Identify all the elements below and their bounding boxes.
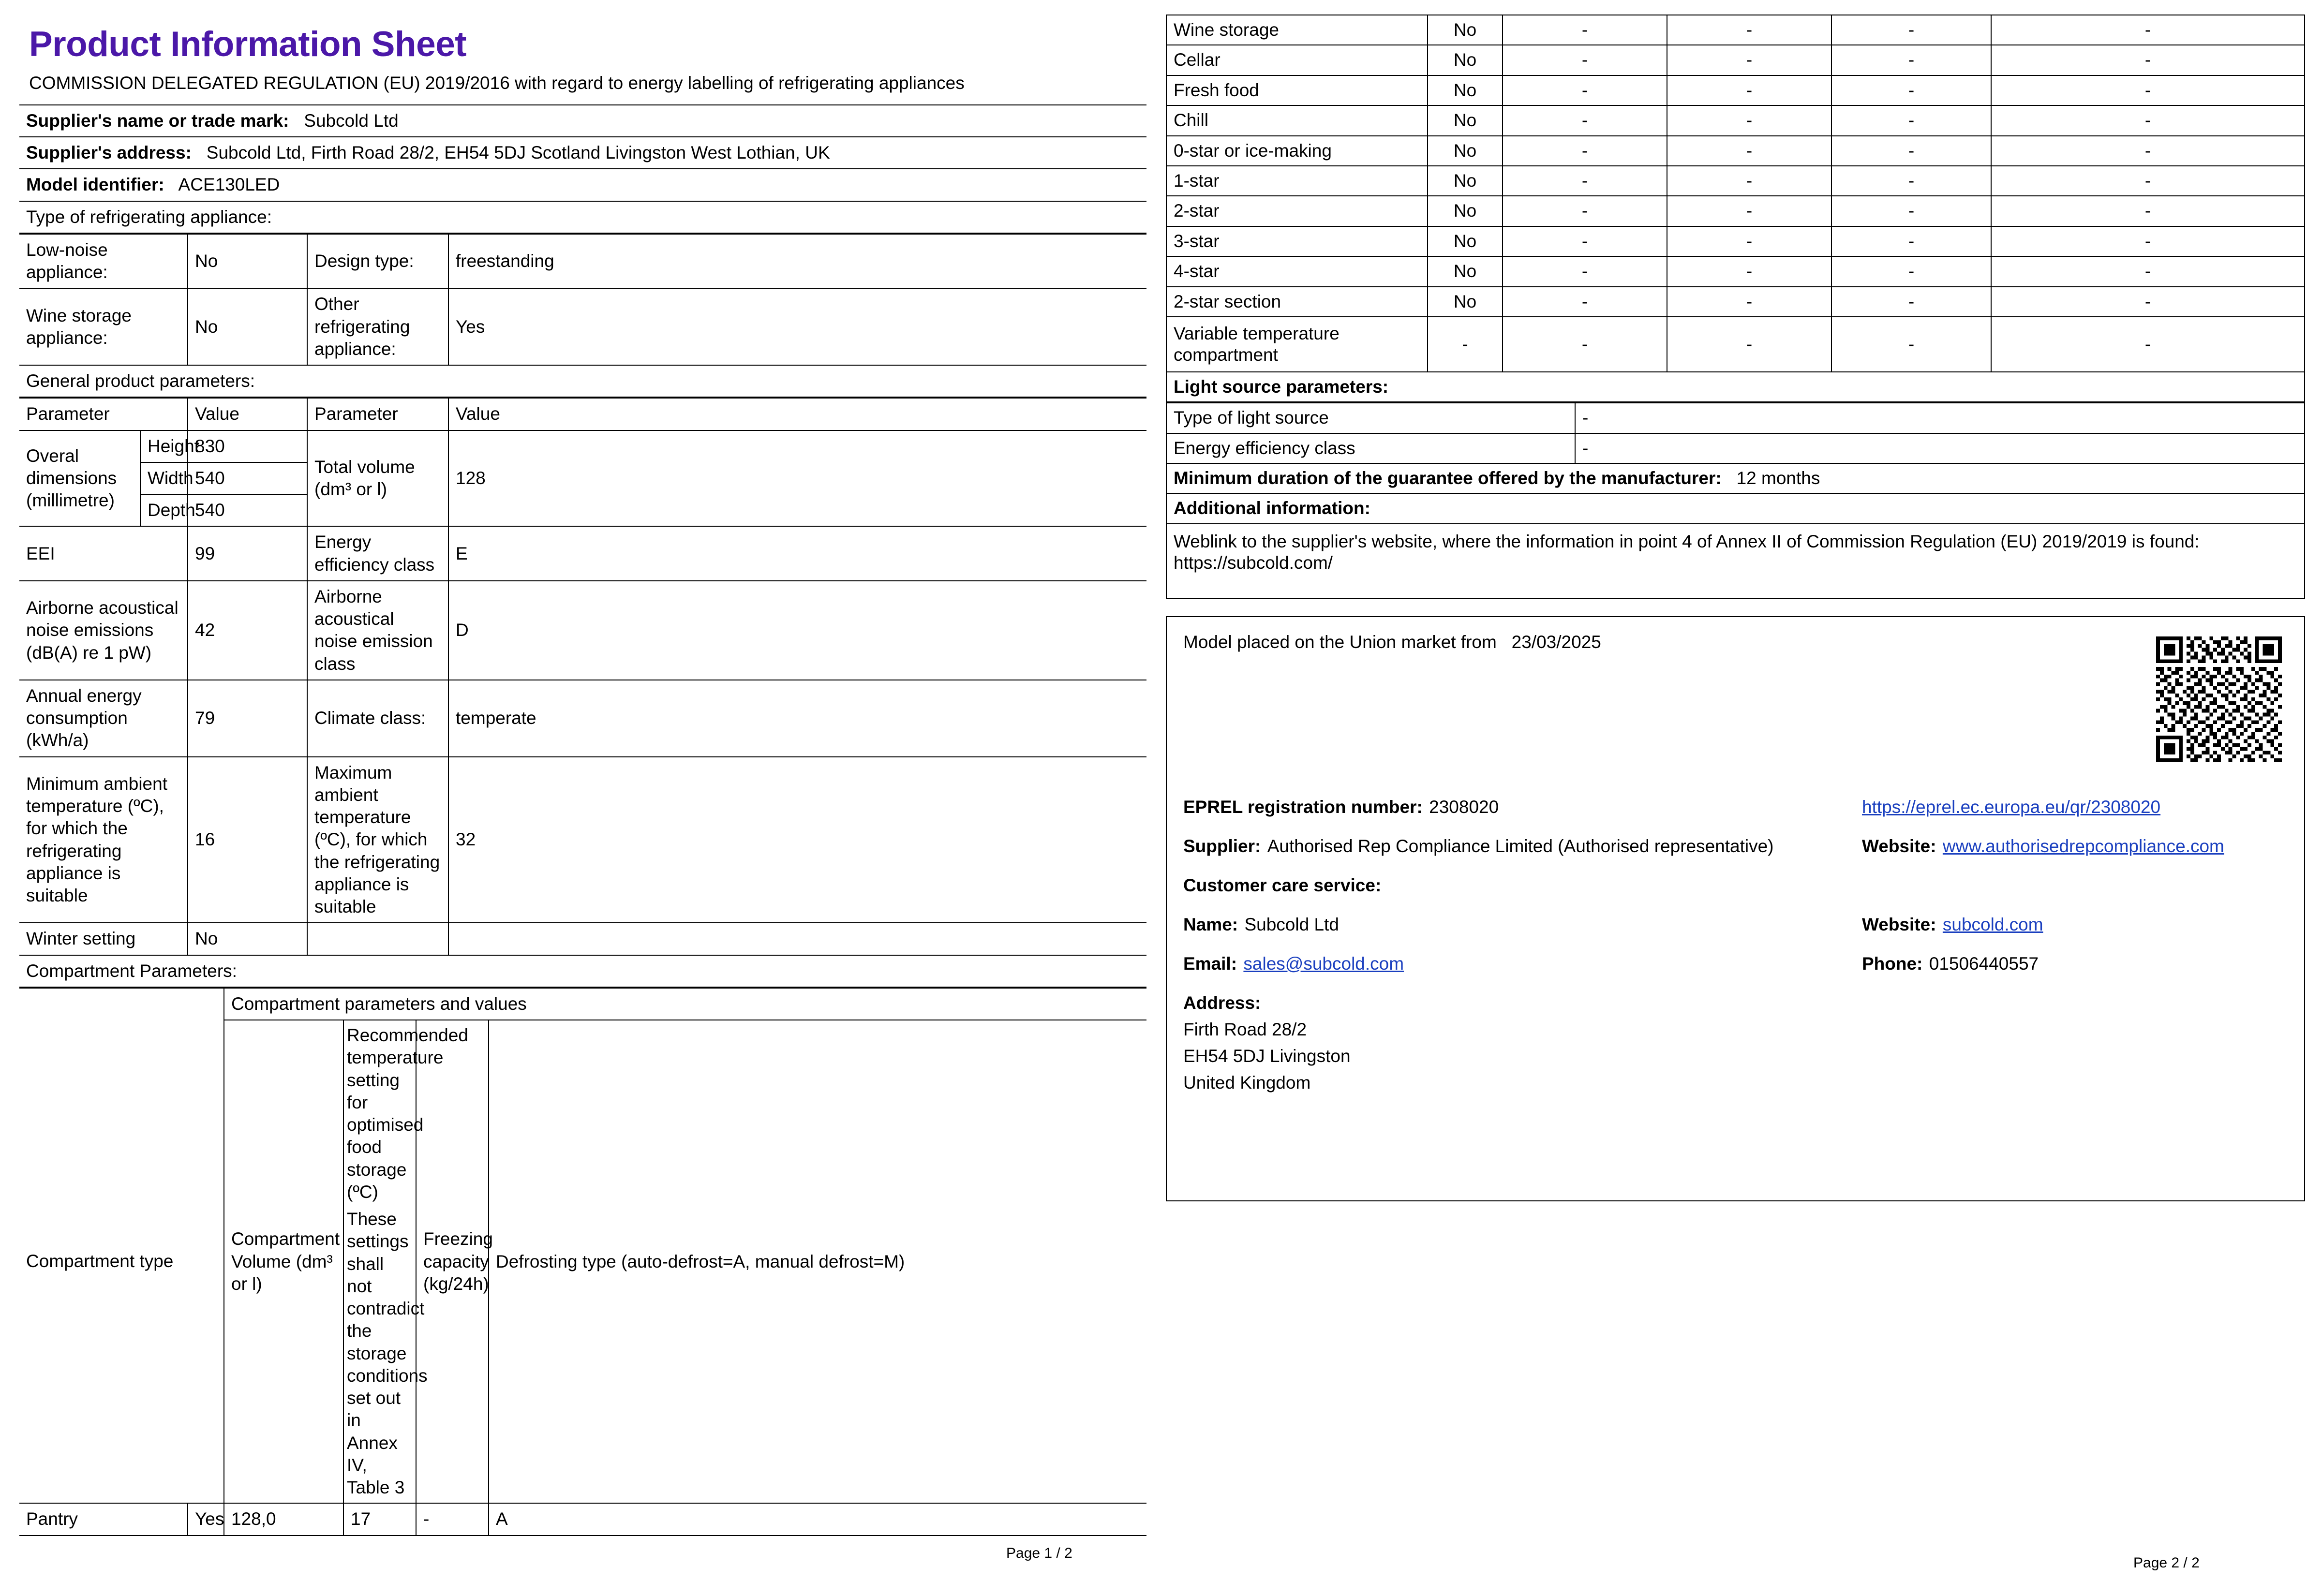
annual-energy-label: Annual energy consumption (kWh/a) <box>19 680 188 757</box>
supplier-address-label: Supplier's address: <box>26 143 192 163</box>
compartment-defrost-0-star: - <box>1991 136 2305 166</box>
noise-class-label: Airborne acoustical noise emission class <box>307 581 448 680</box>
light-source-class-value: - <box>1575 433 2305 463</box>
table-row <box>19 234 1146 289</box>
supplier-name-cell <box>19 105 1146 137</box>
noise-class-value: D <box>448 581 1146 680</box>
compartment-temp-pantry: 17 <box>343 1503 416 1535</box>
col-defrosting-type: Defrosting type (auto-defrost=A, manual defrost=M) <box>489 1020 1146 1503</box>
table-row <box>19 137 1146 169</box>
winter-setting-value2 <box>448 923 1146 955</box>
table-row <box>19 923 1146 955</box>
care-email-label: Email: <box>1183 954 1237 974</box>
compartment-present-pantry: Yes <box>188 1503 224 1535</box>
compartment-volume-3-star: - <box>1503 226 1667 256</box>
compartment-volume-wine-storage: - <box>1503 15 1667 45</box>
light-source-type-value: - <box>1575 403 2305 433</box>
care-website-label: Website: <box>1862 915 1936 935</box>
col-header-parameter-1: Parameter <box>19 398 188 430</box>
care-name-label: Name: <box>1183 915 1238 935</box>
col-compartment-volume: Compartment Volume (dm³ or l) <box>224 1020 343 1503</box>
compartment-empty-corner <box>19 988 224 1020</box>
page-title: Product Information Sheet <box>29 25 467 64</box>
market-placed-date: 23/03/2025 <box>1511 632 1601 652</box>
compartment-present-1-star: No <box>1428 166 1503 196</box>
compartment-volume-2-star-section: - <box>1503 287 1667 317</box>
supplier-name-label: Supplier's name or trade mark: <box>26 110 289 131</box>
general-parameters-table <box>19 398 1146 988</box>
eei-value: 99 <box>188 526 307 581</box>
compartment-temp-0-star: - <box>1667 136 1831 166</box>
col-freezing-capacity: Freezing capacity (kg/24h) <box>416 1020 489 1503</box>
supplier-rep-value: Authorised Rep Compliance Limited (Authorised representative) <box>1267 836 1774 856</box>
care-address-line1: Firth Road 28/2 <box>1183 1020 1307 1040</box>
weblink-cell <box>1166 524 2305 598</box>
customer-care-header: Customer care service: <box>1183 875 1382 895</box>
compartment-parameters-header: Compartment Parameters: <box>19 955 1146 987</box>
eprel-label: EPREL registration number: <box>1183 797 1423 817</box>
care-name <box>1183 912 1802 937</box>
compartment-defrost-pantry: A <box>489 1503 1146 1535</box>
model-identifier-value: ACE130LED <box>178 175 280 195</box>
compartment-freezing-2-star-section: - <box>1831 287 1991 317</box>
col-recommended-temperature-part1: Recommended temperature setting for optimised food storage (ºC) <box>347 1025 468 1202</box>
table-row <box>19 169 1146 201</box>
model-identifier-cell <box>19 169 1146 201</box>
wine-storage-appliance-label: Wine storage appliance: <box>19 288 188 365</box>
supplier-website-link[interactable]: www.authorisedrepcompliance.com <box>1942 836 2224 856</box>
dimension-height-value: 830 <box>188 430 307 462</box>
supplier-address-value: Subcold Ltd, Firth Road 28/2, EH54 5DJ Scotland Livingston West Lothian, UK <box>206 143 830 163</box>
table-row <box>19 526 1146 581</box>
table-row <box>19 680 1146 757</box>
supplier-table <box>19 104 1146 234</box>
other-refrigerating-appliance-label: Other refrigerating appliance: <box>307 288 448 365</box>
supplier-address-cell <box>19 137 1146 169</box>
compartment-present-wine-storage: No <box>1428 15 1503 45</box>
compartment-type-1-star: 1-star <box>1166 166 1428 196</box>
table-row <box>1166 524 2305 598</box>
care-website-link[interactable]: subcold.com <box>1942 915 2043 935</box>
eei-label: EEI <box>19 526 188 581</box>
compartment-volume-2-star: - <box>1503 196 1667 226</box>
eprel-registration <box>1183 795 1802 819</box>
additional-information-header: Additional information: <box>1166 493 2305 523</box>
compartment-present-cellar: No <box>1428 45 1503 75</box>
supplier-website <box>1862 834 2288 858</box>
table-row <box>1166 75 2305 105</box>
guarantee-label: Minimum duration of the guarantee offered by the manufacturer: <box>1174 468 1722 488</box>
compartment-type-pantry: Pantry <box>19 1503 188 1535</box>
energy-efficiency-class-value: E <box>448 526 1146 581</box>
table-row <box>1166 15 2305 45</box>
table-row <box>1166 287 2305 317</box>
design-type-value: freestanding <box>448 234 1146 289</box>
right-column <box>1166 15 2305 1201</box>
market-info-box <box>1166 616 2305 1201</box>
compartment-freezing-cellar: - <box>1831 45 1991 75</box>
table-row <box>1166 463 2305 493</box>
compartment-volume-cellar: - <box>1503 45 1667 75</box>
table-row <box>1166 493 2305 523</box>
compartment-defrost-2-star-section: - <box>1991 287 2305 317</box>
compartment-present-2-star-section: No <box>1428 287 1503 317</box>
compartment-freezing-2-star: - <box>1831 196 1991 226</box>
compartment-volume-pantry: 128,0 <box>224 1503 343 1535</box>
table-row <box>19 105 1146 137</box>
total-volume-label: Total volume (dm³ or l) <box>307 430 448 527</box>
table-row <box>1166 136 2305 166</box>
climate-class-label: Climate class: <box>307 680 448 757</box>
max-ambient-temp-value: 32 <box>448 757 1146 923</box>
compartment-volume-1-star: - <box>1503 166 1667 196</box>
compartment-freezing-pantry: - <box>416 1503 489 1535</box>
table-row <box>1166 105 2305 135</box>
guarantee-cell <box>1166 463 2305 493</box>
compartment-type-3-star: 3-star <box>1166 226 1428 256</box>
dimension-depth-label: Depth <box>140 494 188 526</box>
climate-class-value: temperate <box>448 680 1146 757</box>
compartment-defrost-cellar: - <box>1991 45 2305 75</box>
light-source-header: Light source parameters: <box>1166 372 2305 402</box>
supplier-row <box>1183 834 2288 858</box>
col-header-parameter-2: Parameter <box>307 398 448 430</box>
qr-code-icon <box>2156 636 2282 762</box>
compartment-volume-chill: - <box>1503 105 1667 135</box>
compartment-temp-2-star-section: - <box>1667 287 1831 317</box>
compartment-type-wine-storage: Wine storage <box>1166 15 1428 45</box>
compartment-type-4-star: 4-star <box>1166 256 1428 286</box>
table-row <box>19 1020 1146 1503</box>
page-number-left: Page 1 / 2 <box>1006 1545 1072 1561</box>
compartment-present-0-star: No <box>1428 136 1503 166</box>
energy-efficiency-class-label: Energy efficiency class <box>307 526 448 581</box>
compartment-volume-0-star: - <box>1503 136 1667 166</box>
compartment-table-continued <box>1166 15 2305 402</box>
care-address-line3: United Kingdom <box>1183 1073 1311 1093</box>
eprel-link[interactable]: https://eprel.ec.europa.eu/qr/2308020 <box>1862 797 2161 817</box>
wine-storage-appliance-value: No <box>188 288 307 365</box>
compartment-type-variable-temperature: Variable temperature compartment <box>1166 317 1428 372</box>
care-name-value: Subcold Ltd <box>1244 915 1339 935</box>
light-source-type-label: Type of light source <box>1166 403 1575 433</box>
compartment-defrost-wine-storage: - <box>1991 15 2305 45</box>
compartment-present-2-star: No <box>1428 196 1503 226</box>
table-row <box>19 288 1146 365</box>
col-header-value-1: Value <box>188 398 307 430</box>
compartment-temp-wine-storage: - <box>1667 15 1831 45</box>
care-website <box>1862 912 2288 937</box>
appliance-type-header: Type of refrigerating appliance: <box>19 201 1146 233</box>
compartment-present-3-star: No <box>1428 226 1503 256</box>
table-row <box>1166 372 2305 402</box>
table-row <box>19 988 1146 1020</box>
dimension-width-value: 540 <box>188 462 307 494</box>
page-number-right: Page 2 / 2 <box>2133 1555 2200 1571</box>
table-row <box>1166 433 2305 463</box>
compartment-type-fresh-food: Fresh food <box>1166 75 1428 105</box>
compartment-group-header: Compartment parameters and values <box>224 988 1146 1020</box>
compartment-freezing-3-star: - <box>1831 226 1991 256</box>
compartment-table <box>19 988 1146 1536</box>
table-row <box>19 757 1146 923</box>
light-source-class-label: Energy efficiency class <box>1166 433 1575 463</box>
col-compartment-type: Compartment type <box>19 1020 224 1503</box>
left-column <box>19 15 1146 1536</box>
table-row <box>1166 256 2305 286</box>
page-subtitle: COMMISSION DELEGATED REGULATION (EU) 2019/2016 with regard to energy labelling of refrigerating appliances <box>29 73 965 93</box>
care-phone <box>1862 951 2288 976</box>
compartment-temp-chill: - <box>1667 105 1831 135</box>
compartment-volume-fresh-food: - <box>1503 75 1667 105</box>
table-row <box>19 581 1146 680</box>
compartment-temp-variable-temperature: - <box>1667 317 1831 372</box>
winter-setting-value: No <box>188 923 307 955</box>
compartment-freezing-fresh-food: - <box>1831 75 1991 105</box>
compartment-freezing-chill: - <box>1831 105 1991 135</box>
compartment-temp-1-star: - <box>1667 166 1831 196</box>
winter-setting-label2 <box>307 923 448 955</box>
table-row <box>1166 45 2305 75</box>
compartment-defrost-variable-temperature: - <box>1991 317 2305 372</box>
compartment-freezing-4-star: - <box>1831 256 1991 286</box>
low-noise-value: No <box>188 234 307 289</box>
model-identifier-label: Model identifier: <box>26 175 164 195</box>
compartment-defrost-3-star: - <box>1991 226 2305 256</box>
market-placed-line <box>1183 630 2288 654</box>
compartment-defrost-4-star: - <box>1991 256 2305 286</box>
compartment-freezing-1-star: - <box>1831 166 1991 196</box>
table-row <box>19 201 1146 233</box>
compartment-volume-4-star: - <box>1503 256 1667 286</box>
care-address-line2: EH54 5DJ Livingston <box>1183 1046 1351 1066</box>
annual-energy-value: 79 <box>188 680 307 757</box>
compartment-temp-4-star: - <box>1667 256 1831 286</box>
care-email <box>1183 951 1802 976</box>
table-row <box>19 398 1146 430</box>
care-email-link[interactable]: sales@subcold.com <box>1243 954 1404 974</box>
compartment-type-chill: Chill <box>1166 105 1428 135</box>
compartment-defrost-1-star: - <box>1991 166 2305 196</box>
market-placed-label: Model placed on the Union market from <box>1183 632 1497 652</box>
table-row <box>1166 166 2305 196</box>
dimension-height-label: Height <box>140 430 188 462</box>
supplier-rep <box>1183 834 1802 858</box>
compartment-present-fresh-food: No <box>1428 75 1503 105</box>
compartment-temp-3-star: - <box>1667 226 1831 256</box>
max-ambient-temp-label: Maximum ambient temperature (ºC), for which the refrigerating appliance is suitable <box>307 757 448 923</box>
table-row <box>1166 403 2305 433</box>
compartment-volume-variable-temperature: - <box>1503 317 1667 372</box>
compartment-type-2-star: 2-star <box>1166 196 1428 226</box>
noise-emissions-label: Airborne acoustical noise emissions (dB(A) re 1 pW) <box>19 581 188 680</box>
compartment-freezing-0-star: - <box>1831 136 1991 166</box>
compartment-present-chill: No <box>1428 105 1503 135</box>
care-contact-row <box>1183 951 2288 976</box>
supplier-rep-label: Supplier: <box>1183 836 1261 856</box>
dimension-width-label: Width <box>140 462 188 494</box>
col-header-value-2: Value <box>448 398 1146 430</box>
overall-dimensions-label: Overal dimensions (millimetre) <box>19 430 140 527</box>
table-row <box>1166 196 2305 226</box>
design-type-label: Design type: <box>307 234 448 289</box>
compartment-type-cellar: Cellar <box>1166 45 1428 75</box>
table-row <box>19 1503 1146 1535</box>
appliance-type-table <box>19 234 1146 398</box>
care-phone-label: Phone: <box>1862 954 1923 974</box>
care-address-label: Address: <box>1183 993 1261 1013</box>
compartment-freezing-variable-temperature: - <box>1831 317 1991 372</box>
col-recommended-temperature-part2: These settings shall not contradict the storage conditions set out in Annex IV, Table 3 <box>347 1209 428 1498</box>
noise-emissions-value: 42 <box>188 581 307 680</box>
dimension-depth-value: 540 <box>188 494 307 526</box>
light-source-table <box>1166 402 2305 599</box>
care-phone-value: 01506440557 <box>1929 954 2039 974</box>
compartment-present-4-star: No <box>1428 256 1503 286</box>
table-row <box>1166 226 2305 256</box>
compartment-present-variable-temperature: - <box>1428 317 1503 372</box>
table-row <box>19 430 1146 462</box>
compartment-freezing-wine-storage: - <box>1831 15 1991 45</box>
weblink-url: https://subcold.com/ <box>1174 553 1333 573</box>
care-name-row <box>1183 912 2288 937</box>
low-noise-label: Low-noise appliance: <box>19 234 188 289</box>
eprel-value: 2308020 <box>1429 797 1499 817</box>
compartment-temp-cellar: - <box>1667 45 1831 75</box>
general-parameters-header: General product parameters: <box>19 365 1146 397</box>
total-volume-value: 128 <box>448 430 1146 527</box>
winter-setting-label: Winter setting <box>19 923 188 955</box>
other-refrigerating-appliance-value: Yes <box>448 288 1146 365</box>
min-ambient-temp-label: Minimum ambient temperature (ºC), for which the refrigerating appliance is suitable <box>19 757 188 923</box>
compartment-type-2-star-section: 2-star section <box>1166 287 1428 317</box>
weblink-text: Weblink to the supplier's website, where the information in point 4 of Annex II of Commission Regulation (EU) 2019/2019 is found: <box>1174 531 2200 551</box>
compartment-temp-fresh-food: - <box>1667 75 1831 105</box>
supplier-name-value: Subcold Ltd <box>304 110 399 131</box>
compartment-defrost-fresh-food: - <box>1991 75 2305 105</box>
table-row <box>19 955 1146 987</box>
guarantee-value: 12 months <box>1736 468 1820 488</box>
min-ambient-temp-value: 16 <box>188 757 307 923</box>
supplier-website-label: Website: <box>1862 836 1936 856</box>
table-row <box>1166 317 2305 372</box>
table-row <box>19 365 1146 397</box>
compartment-defrost-2-star: - <box>1991 196 2305 226</box>
compartment-defrost-chill: - <box>1991 105 2305 135</box>
eprel-row <box>1183 795 2288 819</box>
eprel-link-wrap[interactable] <box>1862 795 2288 819</box>
compartment-type-0-star: 0-star or ice-making <box>1166 136 1428 166</box>
compartment-temp-2-star: - <box>1667 196 1831 226</box>
